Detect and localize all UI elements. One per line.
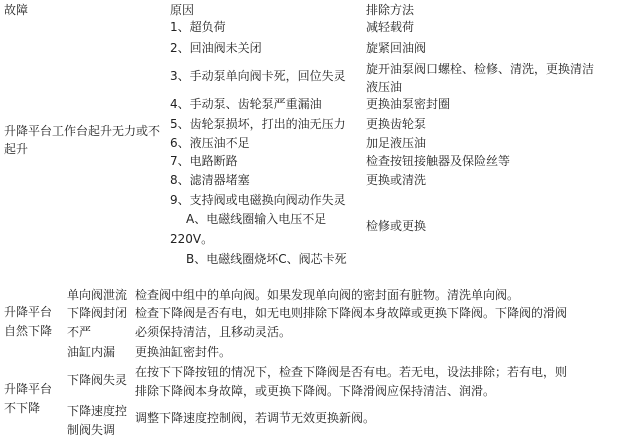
remedy-2-1: 检查阀中组中的单向阀。如果发现单向阀的密封面有脏物。清洗单向阀。	[135, 288, 520, 302]
remedy-5: 更换齿轮泵	[366, 117, 427, 131]
cause-2-1: 单向阀泄流	[67, 288, 128, 302]
cause-7: 7、电路断路	[170, 154, 238, 168]
cause-4: 4、手动泵、齿轮泵严重漏油	[170, 97, 322, 111]
cause-3-2-line-2: 制阀失调	[67, 423, 116, 437]
cause-2-2-line-2: 不严	[67, 325, 92, 339]
remedy-3-cont: 液压油	[366, 80, 403, 94]
cause-6: 6、液压油不足	[170, 136, 250, 150]
cause-9b: B、电磁线圈烧坏C、阀芯卡死	[186, 252, 347, 266]
cause-2: 2、回油阀未关闭	[170, 41, 262, 55]
header-cause: 原因	[170, 3, 195, 17]
cause-3: 3、手动泵单向阀卡死，回位失灵	[170, 69, 346, 83]
fault-2-line-1: 升降平台	[4, 305, 53, 319]
cause-3-2-line-1: 下降速度控	[67, 404, 128, 418]
remedy-1: 减轻载荷	[366, 20, 415, 34]
cause-3-1: 下降阀失灵	[67, 373, 128, 387]
cause-9a-cont: 220V。	[170, 232, 214, 246]
remedy-9: 检修或更换	[366, 219, 427, 233]
fault-1-line-1: 升降平台工作台起升无力或不	[4, 124, 161, 138]
fault-2-line-2: 自然下降	[4, 324, 53, 338]
remedy-8: 更换或清洗	[366, 173, 427, 187]
fault-3-line-1: 升降平台	[4, 382, 53, 396]
cause-9: 9、支持阀或电磁换向阀动作失灵	[170, 193, 346, 207]
remedy-2-3: 更换油缸密封件。	[135, 345, 232, 359]
cause-2-3: 油缸内漏	[67, 345, 116, 359]
fault-1-line-2: 起升	[4, 142, 29, 156]
cause-8: 8、滤清器堵塞	[170, 173, 250, 187]
remedy-2-2-line-1: 检查下降阀是否有电，如无电则排除下降阀本身故障或更换下降阀。下降阀的滑阀	[135, 306, 568, 320]
remedy-2: 旋紧回油阀	[366, 41, 427, 55]
cause-5: 5、齿轮泵损坏，打出的油无压力	[170, 117, 346, 131]
remedy-4: 更换油泵密封圈	[366, 97, 451, 111]
cause-9a: A、电磁线圈输入电压不足	[186, 212, 327, 226]
remedy-3-1-line-1: 在按下下降按钮的情况下，检查下降阀是否有电。若无电，设法排除；若有电，则	[135, 365, 568, 379]
header-remedy: 排除方法	[366, 3, 415, 17]
remedy-3-1-line-2: 排除下降阀本身故障，或更换下降阀。下降滑阀应保持清洁、润滑。	[135, 384, 496, 398]
remedy-3-2: 调整下降速度控制阀，若调节无效更换新阀。	[135, 411, 376, 425]
remedy-3: 旋开油泵阀口螺栓、检修、清洗，更换清洁	[366, 62, 595, 76]
cause-2-2-line-1: 下降阀封闭	[67, 306, 128, 320]
header-fault: 故障	[4, 3, 29, 17]
remedy-2-2-line-2: 必须保持清洁，且移动灵活。	[135, 325, 292, 339]
remedy-7: 检查按钮接触器及保险丝等	[366, 154, 511, 168]
remedy-6: 加足液压油	[366, 136, 427, 150]
cause-1: 1、超负荷	[170, 20, 226, 34]
fault-3-line-2: 不下降	[4, 401, 41, 415]
